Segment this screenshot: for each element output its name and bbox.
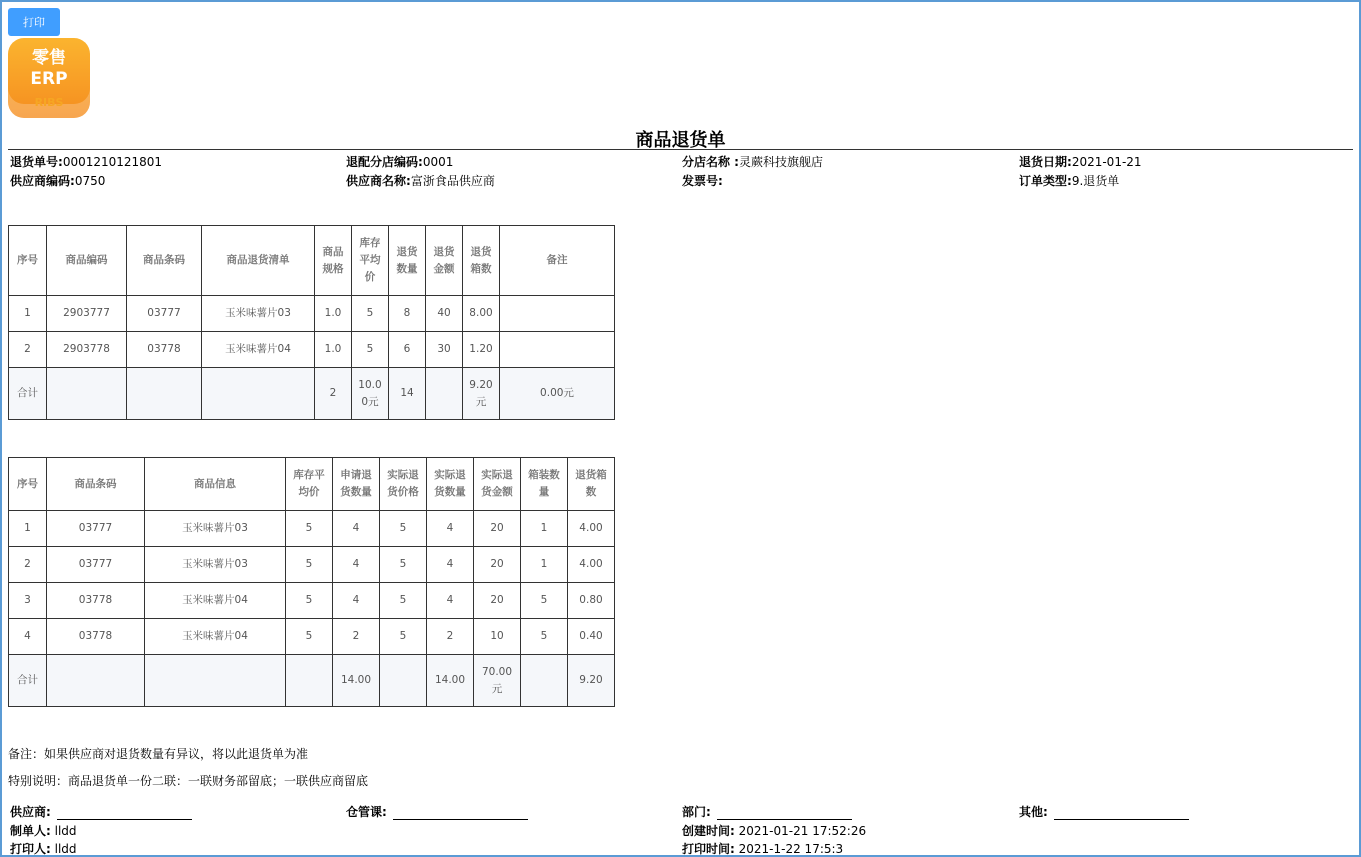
table-cell: [500, 332, 615, 368]
table-cell: 5: [352, 332, 389, 368]
table-cell: 1.0: [315, 296, 352, 332]
table-cell: 玉米味薯片03: [145, 511, 286, 547]
total-cell: [145, 655, 286, 707]
column-header: 退货箱数: [463, 226, 500, 296]
column-header: 商品规格: [315, 226, 352, 296]
column-header: 备注: [500, 226, 615, 296]
supplier-code: 供应商编码:0750: [10, 174, 106, 188]
table-cell: 4: [9, 619, 47, 655]
remark-note: 备注：如果供应商对退货数量有异议，将以此退货单为准: [8, 747, 309, 761]
column-header: 实际退货金额: [474, 458, 521, 511]
branch-name: 分店名称 :灵蕨科技旗舰店: [682, 155, 823, 169]
table-cell: 1: [9, 296, 47, 332]
table-cell: 8: [389, 296, 426, 332]
page-title: 商品退货单: [635, 130, 726, 151]
table-cell: 5: [352, 296, 389, 332]
total-cell: 2: [315, 368, 352, 420]
order-type: 订单类型:9.退货单: [1019, 174, 1120, 188]
table-cell: 30: [426, 332, 463, 368]
column-header: 商品信息: [145, 458, 286, 511]
column-header: 退货金额: [426, 226, 463, 296]
total-cell: 合计: [9, 655, 47, 707]
total-cell: 70.00元: [474, 655, 521, 707]
table-cell: 10: [474, 619, 521, 655]
table-cell: 4: [333, 547, 380, 583]
table-cell: 0.80: [568, 583, 615, 619]
table-cell: 03777: [127, 296, 202, 332]
table-cell: 2: [9, 332, 47, 368]
logo-line3: RIBS: [34, 96, 64, 109]
table-cell: 1.0: [315, 332, 352, 368]
table-row: [9, 547, 615, 583]
printer: 打印人: lldd: [10, 842, 77, 856]
total-cell: [47, 368, 127, 420]
table-cell: 玉米味薯片04: [145, 619, 286, 655]
table-cell: 20: [474, 547, 521, 583]
table-cell: 5: [286, 547, 333, 583]
total-cell: [380, 655, 427, 707]
table-cell: 5: [380, 511, 427, 547]
total-cell: 0.00元: [500, 368, 615, 420]
column-header: 退货箱数: [568, 458, 615, 511]
table-cell: 2903777: [47, 296, 127, 332]
table-cell: 2: [9, 547, 47, 583]
column-header: 序号: [9, 226, 47, 296]
column-header: 库存平均价: [352, 226, 389, 296]
return-no: 退货单号:0001210121801: [10, 155, 163, 169]
table-cell: 40: [426, 296, 463, 332]
logo-line1: 零售: [32, 48, 66, 68]
table-row: [9, 583, 615, 619]
total-cell: [47, 655, 145, 707]
supplier-name: 供应商名称:富浙食品供应商: [346, 174, 495, 188]
table-row: [9, 511, 615, 547]
table-cell: 03778: [47, 619, 145, 655]
table-cell: 5: [380, 547, 427, 583]
supplier-signature: 供应商:: [10, 803, 192, 820]
table-cell: 03777: [47, 511, 145, 547]
total-cell: [521, 655, 568, 707]
total-cell: 14.00: [427, 655, 474, 707]
table-cell: 5: [521, 583, 568, 619]
dept-signature: 部门:: [682, 803, 852, 820]
table-cell: 0.40: [568, 619, 615, 655]
table-cell: 玉米味薯片04: [145, 583, 286, 619]
table-cell: [500, 296, 615, 332]
table-cell: 6: [389, 332, 426, 368]
table-cell: 4: [427, 511, 474, 547]
table-cell: 8.00: [463, 296, 500, 332]
table-cell: 1.20: [463, 332, 500, 368]
actual-return-table: [8, 457, 615, 707]
return-date: 退货日期:2021-01-21: [1019, 155, 1142, 169]
table-cell: 玉米味薯片03: [145, 547, 286, 583]
warehouse-sign-line: [393, 807, 528, 820]
total-cell: [426, 368, 463, 420]
table-cell: 4: [333, 511, 380, 547]
column-header: 库存平均价: [286, 458, 333, 511]
table-cell: 3: [9, 583, 47, 619]
total-cell: [286, 655, 333, 707]
table-cell: 4.00: [568, 511, 615, 547]
table-cell: 1: [9, 511, 47, 547]
column-header: 箱装数量: [521, 458, 568, 511]
total-cell: 合计: [9, 368, 47, 420]
table-cell: 03778: [47, 583, 145, 619]
special-note: 特别说明：商品退货单一份二联：一联财务部留底；一联供应商留底: [8, 774, 369, 788]
table-cell: 5: [521, 619, 568, 655]
column-header: 商品条码: [127, 226, 202, 296]
total-row: [9, 655, 615, 707]
column-header: 退货数量: [389, 226, 426, 296]
column-header: 商品编码: [47, 226, 127, 296]
created-time: 创建时间: 2021-01-21 17:52:26: [682, 824, 867, 838]
table-cell: 玉米味薯片04: [202, 332, 315, 368]
table-row: [9, 296, 615, 332]
table-cell: 1: [521, 511, 568, 547]
table-cell: 2903778: [47, 332, 127, 368]
table-cell: 5: [286, 619, 333, 655]
table-cell: 20: [474, 583, 521, 619]
table-cell: 2: [333, 619, 380, 655]
supplier-sign-line: [57, 807, 192, 820]
return-list-table: [8, 225, 615, 420]
logo-line2: ERP: [30, 69, 68, 89]
column-header: 申请退货数量: [333, 458, 380, 511]
column-header: 实际退货价格: [380, 458, 427, 511]
table-cell: 4.00: [568, 547, 615, 583]
print-button[interactable]: 打印: [8, 8, 60, 36]
erp-logo: [8, 38, 90, 118]
total-cell: 14.00: [333, 655, 380, 707]
total-cell: 14: [389, 368, 426, 420]
total-cell: 10.00元: [352, 368, 389, 420]
table-cell: 03778: [127, 332, 202, 368]
table-row: [9, 619, 615, 655]
creator: 制单人: lldd: [10, 824, 77, 838]
warehouse-signature: 仓管课:: [346, 803, 528, 820]
other-sign-line: [1054, 807, 1189, 820]
table-cell: 5: [380, 619, 427, 655]
title-divider: [8, 149, 1353, 150]
table-cell: 5: [286, 511, 333, 547]
table-cell: 20: [474, 511, 521, 547]
branch-code: 退配分店编码:0001: [346, 155, 454, 169]
column-header: 商品退货清单: [202, 226, 315, 296]
column-header: 商品条码: [47, 458, 145, 511]
table-cell: 2: [427, 619, 474, 655]
printed-time: 打印时间: 2021-1-22 17:5:3: [682, 842, 844, 856]
total-cell: [127, 368, 202, 420]
total-row: [9, 368, 615, 420]
dept-sign-line: [717, 807, 852, 820]
table-cell: 1: [521, 547, 568, 583]
column-header: 实际退货数量: [427, 458, 474, 511]
column-header: 序号: [9, 458, 47, 511]
total-cell: 9.20: [568, 655, 615, 707]
invoice-no: 发票号:: [682, 174, 723, 188]
table-cell: 03777: [47, 547, 145, 583]
table-cell: 5: [380, 583, 427, 619]
other-signature: 其他:: [1019, 803, 1189, 820]
table-row: [9, 332, 615, 368]
table-cell: 4: [427, 547, 474, 583]
table-cell: 4: [333, 583, 380, 619]
table-cell: 5: [286, 583, 333, 619]
table-cell: 玉米味薯片03: [202, 296, 315, 332]
table-cell: 4: [427, 583, 474, 619]
total-cell: [202, 368, 315, 420]
total-cell: 9.20元: [463, 368, 500, 420]
